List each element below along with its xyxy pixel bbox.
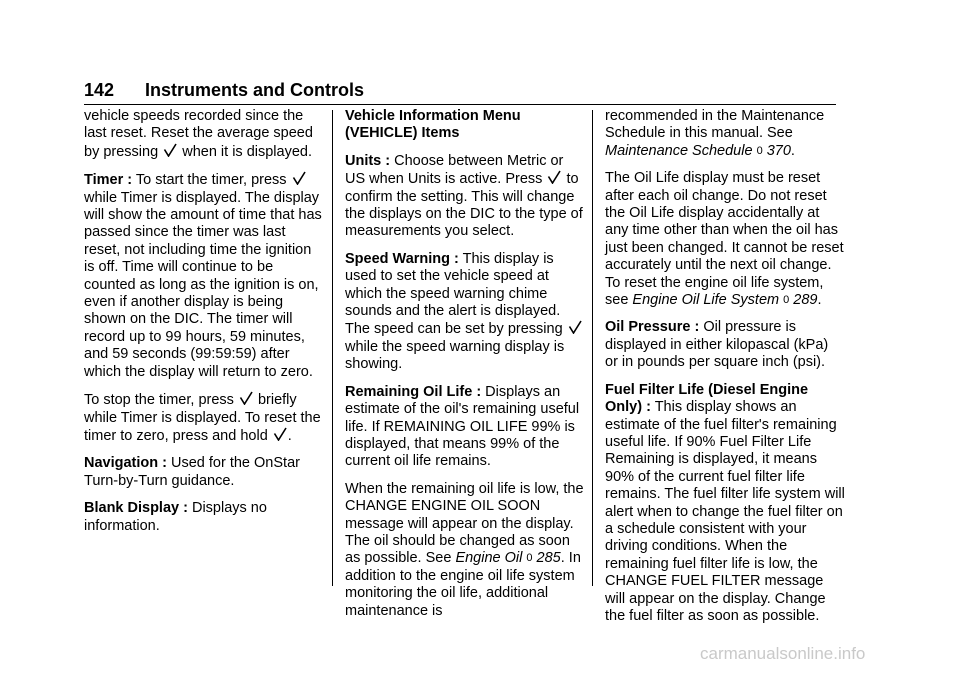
- paragraph-timer: Timer : To start the timer, press while Timer is displayed. The display will show the amount of time that has passed since the timer was last reset, not including time the ignition is off. Time will continue to be counted as long as the ignition is on, even if another display is being shown on the DIC. The timer will record up to 99 hours, 59 minutes, and 59 seconds (99:59:59) after which the display will return to zero.: [84, 172, 322, 380]
- checkmark-icon: [568, 320, 582, 334]
- page-ref-number[interactable]: 289: [789, 292, 818, 309]
- page-ref-number[interactable]: 285: [532, 550, 561, 567]
- column-divider-1: [332, 110, 333, 586]
- paragraph-units: Units : Choose between Metric or US when Units is active. Press to confirm the setting. This will change the displays on the DIC to the type of measurements you select.: [345, 152, 583, 240]
- checkmark-icon: [292, 171, 306, 185]
- paragraph-oil-life-reset: The Oil Life display must be reset after each oil change. Do not reset the Oil Life display accidentally at any time other than when the oil has just been changed. It cannot be reset accurately until the next oil change. To reset the engine oil life system, see Engine Oil Life System 0 289.: [605, 170, 844, 309]
- link-engine-oil-life-system[interactable]: Engine Oil Life System: [632, 292, 780, 309]
- paragraph-average-speed: vehicle speeds recorded since the last reset. Reset the average speed by pressing when it is displayed.: [84, 108, 313, 160]
- page-title: Instruments and Controls: [145, 80, 365, 100]
- header-rule: [84, 104, 836, 105]
- paragraph-remaining-oil-life: Remaining Oil Life : Displays an estimate of the oil's remaining useful life. If REMAINING OIL LIFE 99% is displayed, that means 99% of the current oil life remains.: [345, 383, 580, 470]
- watermark: carmanualsonline.info: [700, 644, 866, 663]
- page-ref-number[interactable]: 370: [762, 142, 791, 159]
- column-3: [605, 108, 845, 635]
- checkmark-icon: [163, 143, 177, 157]
- page-ref-icon: 0: [526, 552, 533, 565]
- paragraph-stop-timer: To stop the timer, press briefly while Timer is displayed. To reset the timer to zero, press and hold .: [84, 392, 321, 444]
- paragraph-maintenance: recommended in the Maintenance Schedule in this manual. See Maintenance Schedule 0 370.: [605, 108, 825, 159]
- link-maintenance-schedule[interactable]: Maintenance Schedule: [605, 142, 753, 159]
- paragraph-navigation: Navigation : Used for the OnStar Turn-by-Turn guidance.: [84, 455, 300, 489]
- page-number: 142: [84, 80, 115, 100]
- checkmark-icon: [273, 427, 287, 441]
- paragraph-oil-low: When the remaining oil life is low, the CHANGE ENGINE OIL SOON message will appear on the display. The oil should be changed as soon as possible. See Engine Oil 0 285. In addition to the engine oil life system monitoring the oil life, additional maintenance is: [345, 480, 584, 619]
- checkmark-icon: [547, 170, 561, 184]
- link-engine-oil[interactable]: Engine Oil: [455, 550, 523, 567]
- paragraph-fuel-filter: Fuel Filter Life (Diesel Engine Only) : This display shows an estimate of the fuel filter's remaining useful life. If 90% Fuel Filter Life Remaining is displayed, it means 90% of the current fuel filter life remains. The fuel filter life system will alert when to change the fuel filter on a schedule consistent with your driving conditions. When the remaining fuel filter life is low, the CHANGE FUEL FILTER message will appear on the display. Change the fuel filter as soon as possible.: [605, 381, 845, 624]
- section-heading: Vehicle Information Menu (VEHICLE) Items: [345, 108, 521, 142]
- column-divider-2: [592, 110, 593, 586]
- paragraph-blank-display: Blank Display : Displays no information.: [84, 500, 267, 534]
- column-1: [84, 108, 324, 545]
- checkmark-icon: [239, 391, 253, 405]
- column-2: [345, 108, 585, 630]
- paragraph-oil-pressure: Oil Pressure : Oil pressure is displayed in either kilopascal (kPa) or in pounds per square inch (psi).: [605, 319, 829, 371]
- paragraph-speed-warning: Speed Warning : This display is used to set the vehicle speed at which the speed warning chime sounds and the alert is displayed. The speed can be set by pressing while the speed warning display is showing.: [345, 251, 585, 374]
- page-ref-icon: 0: [756, 144, 763, 157]
- page-ref-icon: 0: [783, 294, 790, 307]
